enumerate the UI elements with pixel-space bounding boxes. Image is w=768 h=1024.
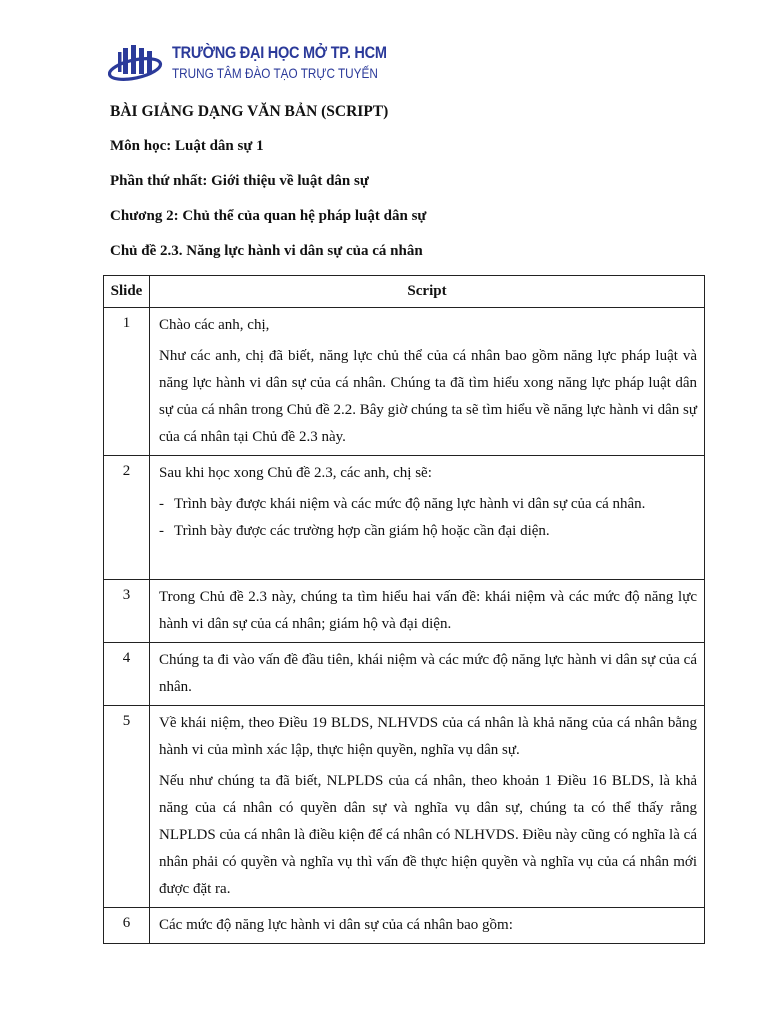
- table-row: [104, 456, 705, 580]
- logo-center-name: TRUNG TÂM ĐÀO TẠO TRỰC TUYẾN: [172, 65, 378, 81]
- bullet-text: Trình bày được khái niệm và các mức độ năng lực hành vi dân sự của cá nhân.: [174, 496, 646, 512]
- script-cell: [150, 308, 705, 456]
- table-row: [104, 643, 705, 706]
- slide-number: 4: [104, 643, 150, 706]
- chapter-line: Chương 2: Chủ thể của quan hệ pháp luật dân sự: [110, 208, 427, 224]
- script-cell: [150, 580, 705, 643]
- logo-emblem-icon: [108, 42, 166, 84]
- course-line: Môn học: Luật dân sự 1: [110, 138, 264, 154]
- bullet-item: [159, 491, 697, 518]
- slide-number: 3: [104, 580, 150, 643]
- script-paragraph: Chúng ta đi vào vấn đề đầu tiên, khái niệm và các mức độ năng lực hành vi dân sự của cá nhân.: [159, 652, 697, 695]
- bullet-item: [159, 518, 697, 545]
- logo-university-name: TRƯỜNG ĐẠI HỌC MỞ TP. HCM: [172, 44, 387, 62]
- table-header-row: [104, 276, 705, 308]
- bullet-text: Trình bày được các trường hợp cần giám hộ hoặc cần đại diện.: [174, 523, 550, 539]
- script-paragraph: Trong Chủ đề 2.3 này, chúng ta tìm hiểu hai vấn đề: khái niệm và các mức độ năng lực hành vi dân sự của cá nhân; giám hộ và đại diện.: [159, 589, 697, 632]
- table-row: [104, 308, 705, 456]
- script-paragraph: Nếu như chúng ta đã biết, NLPLDS của cá nhân, theo khoản 1 Điều 16 BLDS, là khả năng của cá nhân có quyền dân sự và nghĩa vụ dân sự, chúng ta có thể thấy rằng NLPLDS của cá nhân là điều kiện để cá nhân có NLHVDS. Điều này cũng có nghĩa là cá nhân phải có quyền và nghĩa vụ thì vấn đề thực hiện quyền và nghĩa vụ của cá nhân mới được đặt ra.: [159, 773, 697, 897]
- table-row: [104, 580, 705, 643]
- slide-number: 1: [104, 308, 150, 456]
- header-slide: Slide: [104, 276, 150, 308]
- bullet-dash: -: [159, 496, 164, 512]
- script-paragraph: Sau khi học xong Chủ đề 2.3, các anh, chị sẽ:: [159, 465, 432, 481]
- slide-number: 5: [104, 706, 150, 908]
- slide-number: 6: [104, 908, 150, 944]
- script-paragraph: Như các anh, chị đã biết, năng lực chủ thể của cá nhân bao gồm năng lực pháp luật và năng lực hành vi dân sự của cá nhân. Chúng ta đã tìm hiểu xong năng lực pháp luật dân sự của cá nhân trong Chủ đề 2.2. Bây giờ chúng ta sẽ tìm hiểu về năng lực hành vi dân sự của cá nhân tại Chủ đề 2.3 này.: [159, 348, 697, 445]
- table-row: [104, 908, 705, 944]
- university-logo: [108, 38, 387, 90]
- document-title: BÀI GIẢNG DẠNG VĂN BẢN (SCRIPT): [110, 103, 389, 120]
- part-line: Phần thứ nhất: Giới thiệu về luật dân sự: [110, 173, 369, 189]
- slide-number: 2: [104, 456, 150, 580]
- script-cell: [150, 706, 705, 908]
- bullet-dash: -: [159, 523, 164, 539]
- script-paragraph: Chào các anh, chị,: [159, 317, 270, 333]
- script-paragraph: Các mức độ năng lực hành vi dân sự của cá nhân bao gồm:: [159, 917, 513, 933]
- topic-line: Chủ đề 2.3. Năng lực hành vi dân sự của cá nhân: [110, 243, 423, 259]
- table-row: [104, 706, 705, 908]
- script-table: [103, 275, 705, 944]
- script-cell: [150, 456, 705, 580]
- script-paragraph: Về khái niệm, theo Điều 19 BLDS, NLHVDS của cá nhân là khả năng của cá nhân bằng hành vi của mình xác lập, thực hiện quyền, nghĩa vụ dân sự.: [159, 715, 697, 758]
- script-cell: [150, 643, 705, 706]
- script-cell: [150, 908, 705, 944]
- header-script: Script: [150, 276, 705, 308]
